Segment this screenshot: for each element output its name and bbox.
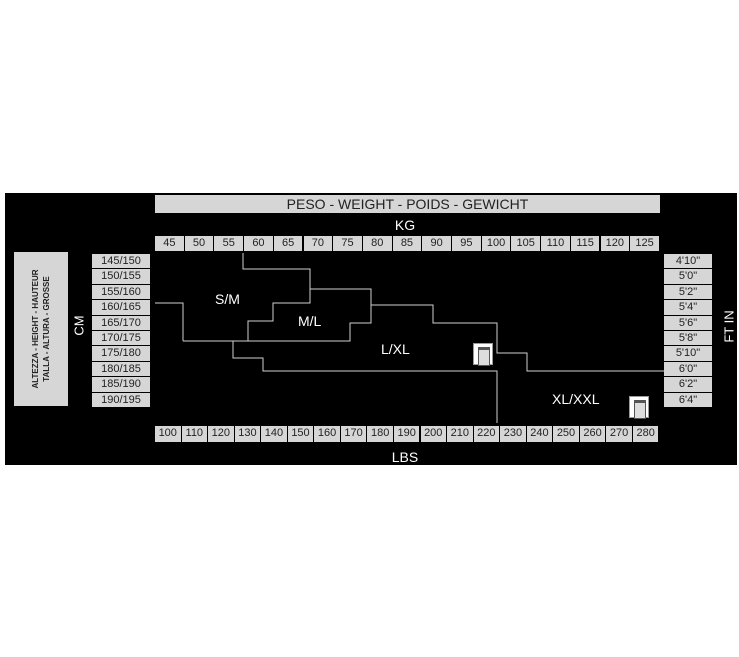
ft-cell: 6'0": [664, 362, 712, 376]
size-chart: [5, 193, 737, 465]
kg-cell: 105: [511, 236, 540, 251]
lbs-cell: 160: [314, 426, 340, 442]
cm-cell: 175/180: [92, 346, 150, 360]
kg-cell: 85: [393, 236, 422, 251]
chart-title: PESO - WEIGHT - POIDS - GEWICHT: [155, 195, 660, 213]
size-sm: S/M: [215, 291, 240, 307]
lbs-cell: 270: [606, 426, 632, 442]
boundary-sm-ml: [233, 253, 497, 423]
size-lxl: L/XL: [381, 341, 410, 357]
cm-cell: 150/155: [92, 269, 150, 283]
ftin-label: FT IN: [721, 310, 737, 343]
ft-cell: 5'8": [664, 331, 712, 345]
lbs-cell: 210: [447, 426, 473, 442]
lbs-cell: 110: [182, 426, 208, 442]
lbs-cell: 170: [341, 426, 367, 442]
lbs-cell: 100: [155, 426, 181, 442]
size-xlxxl: XL/XXL: [552, 391, 600, 407]
size-boundaries: [5, 193, 737, 465]
cm-cell: 165/170: [92, 316, 150, 330]
lbs-cell: 140: [261, 426, 287, 442]
kg-cell: 45: [155, 236, 184, 251]
cm-cell: 180/185: [92, 362, 150, 376]
garment-icon: [473, 343, 493, 365]
ft-cell: 6'2": [664, 377, 712, 391]
kg-cell: 110: [541, 236, 570, 251]
garment-icon: [629, 396, 649, 418]
ft-cell: 4'10": [664, 254, 712, 268]
kg-cell: 90: [422, 236, 451, 251]
kg-cell: 115: [571, 236, 600, 251]
kg-cell: 95: [452, 236, 481, 251]
kg-cell: 55: [214, 236, 243, 251]
kg-cell: 50: [185, 236, 214, 251]
lbs-cell: 220: [474, 426, 500, 442]
lbs-cell: 130: [235, 426, 261, 442]
kg-label: KG: [394, 217, 416, 233]
lbs-cell: 230: [500, 426, 526, 442]
cm-cell: 155/160: [92, 285, 150, 299]
cm-cell: 160/165: [92, 300, 150, 314]
kg-cell: 125: [630, 236, 659, 251]
lbs-cell: 190: [394, 426, 420, 442]
kg-cell: 70: [304, 236, 333, 251]
ft-cell: 5'10": [664, 346, 712, 360]
lbs-cell: 150: [288, 426, 314, 442]
ft-cell: 6'4": [664, 393, 712, 407]
ft-cell: 5'0": [664, 269, 712, 283]
ft-cell: 5'2": [664, 285, 712, 299]
cm-label: CM: [71, 315, 87, 336]
cm-cell: 190/195: [92, 393, 150, 407]
kg-cell: 80: [363, 236, 392, 251]
cm-cell: 185/190: [92, 377, 150, 391]
lbs-cell: 250: [553, 426, 579, 442]
kg-cell: 120: [601, 236, 630, 251]
size-ml: M/L: [298, 313, 322, 329]
kg-cell: 75: [333, 236, 362, 251]
lbs-cell: 280: [633, 426, 659, 442]
kg-cell: 60: [244, 236, 273, 251]
lbs-label: LBS: [391, 449, 419, 465]
ft-cell: 5'6": [664, 316, 712, 330]
lbs-cell: 260: [580, 426, 606, 442]
cm-cell: 170/175: [92, 331, 150, 345]
lbs-cell: 180: [367, 426, 393, 442]
boundary-xl-2: [371, 305, 665, 371]
lbs-cell: 200: [421, 426, 447, 442]
lbs-cell: 120: [208, 426, 234, 442]
kg-cell: 100: [482, 236, 511, 251]
boundary-sm-left: [155, 303, 183, 341]
lbs-cell: 240: [527, 426, 553, 442]
ft-cell: 5'4": [664, 300, 712, 314]
height-label: ALTEZZA - HEIGHT - HAUTEUR TALLA - ALTURA - GROSSE: [31, 269, 51, 389]
kg-cell: 65: [274, 236, 303, 251]
cm-cell: 145/150: [92, 254, 150, 268]
